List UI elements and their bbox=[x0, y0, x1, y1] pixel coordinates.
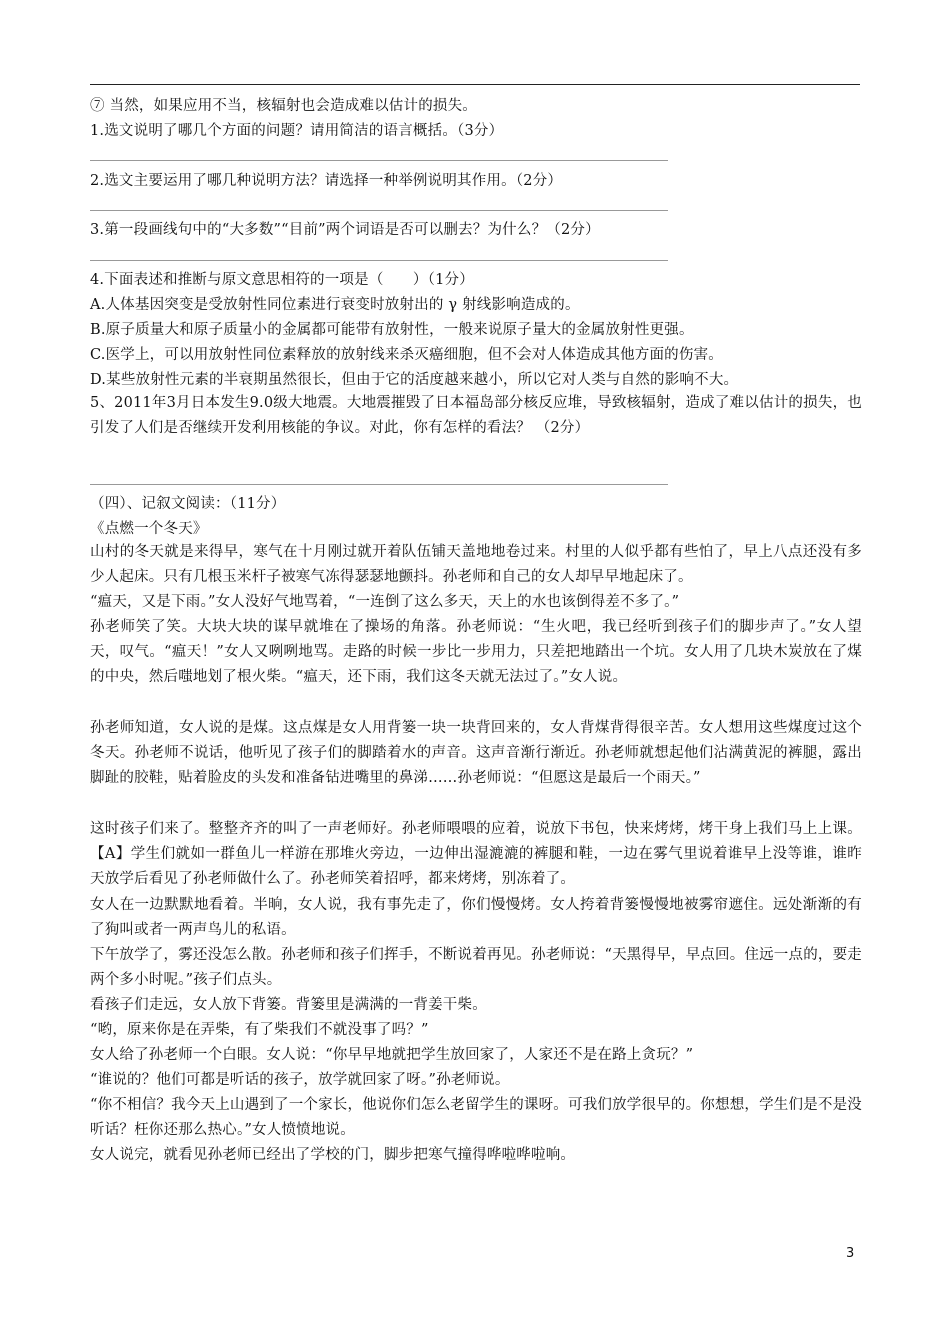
answer-line-2 bbox=[90, 210, 668, 211]
answer-line-3 bbox=[90, 260, 668, 261]
answer-line-5 bbox=[90, 484, 668, 485]
story-paragraph-12: “你不相信？我今天上山遇到了一个家长，他说你们怎么老留学生的课呀。可我们放学很早的。你想想，学生们是不是没听话？枉你还那么热心。”女人愤愤地说。 bbox=[90, 1097, 863, 1139]
story-paragraph-4: 孙老师知道，女人说的是煤。这点煤是女人用背篓一块一块背回来的，女人背煤背得很辛苦。女人想用这些煤度过这个冬天。孙老师不说话，他听见了孩子们的脚踏着水的声音。这声音渐行渐近。孙老师就想起他们沾满黄泥的裤腿，露出脚趾的胶鞋，贴着脸皮的头发和准备钻进嘴里的鼻涕……孙老师说：“但愿这是最后一个雨天。” bbox=[90, 720, 862, 787]
answer-line-1 bbox=[90, 160, 668, 161]
question-2: 2.选文主要运用了哪几种说明方法？请选择一种举例说明其作用。（2分） bbox=[90, 173, 563, 189]
option-c: C.医学上，可以用放射性同位素释放的放射线来杀灭癌细胞，但不会对人体造成其他方面的伤害。 bbox=[90, 347, 723, 363]
story-paragraph-9: “哟，原来你是在弄柴，有了柴我们不就没事了吗？” bbox=[90, 1022, 429, 1038]
story-paragraph-6: 女人在一边默默地看着。半晌，女人说，我有事先走了，你们慢慢烤。女人挎着背篓慢慢地被雾帘遮住。远处渐渐的有了狗叫或者一两声鸟儿的私语。 bbox=[90, 897, 862, 939]
question-1: 1.选文说明了哪几个方面的问题？请用简洁的语言概括。（3分） bbox=[90, 123, 504, 139]
story-paragraph-11: “谁说的？他们可都是听话的孩子，放学就回家了呀。”孙老师说。 bbox=[90, 1072, 510, 1088]
story-paragraph-2: “瘟天，又是下雨。”女人没好气地骂着，“一连倒了这么多天，天上的水也该倒得差不多了。” bbox=[90, 594, 680, 610]
question-3: 3.第一段画线句中的“大多数”“目前”两个词语是否可以删去？为什么？（2分） bbox=[90, 222, 600, 238]
section-4-heading: （四）、记叙文阅读：（11分） bbox=[90, 496, 286, 512]
option-a: A.人体基因突变是受放射性同位素进行衰变时放射出的 γ 射线影响造成的。 bbox=[90, 297, 580, 313]
paragraph-7: ⑦ 当然，如果应用不当，核辐射也会造成难以估计的损失。 bbox=[90, 98, 478, 114]
question-4: 4.下面表述和推断与原文意思相符的一项是（ ）（1分） bbox=[90, 272, 474, 288]
story-paragraph-1: 山村的冬天就是来得早，寒气在十月刚过就开着队伍铺天盖地地卷过来。村里的人似乎都有些怕了，早上八点还没有多少人起床。只有几根玉米杆子被寒气冻得瑟瑟地颤抖。孙老师和自己的女人却早早地起床了。 bbox=[90, 544, 862, 586]
story-paragraph-7: 下午放学了，雾还没怎么散。孙老师和孩子们挥手，不断说着再见。孙老师说：“天黑得早，早点回。住远一点的，要走两个多小时呢。”孩子们点头。 bbox=[90, 947, 863, 989]
story-paragraph-3: 孙老师笑了笑。大块大块的谋早就堆在了操场的角落。孙老师说：“生火吧，我已经听到孩子们的脚步声了。”女人望天，叹气。“瘟天！”女人又咧咧地骂。走路的时候一步比一步用力，只差把地踏出一个坑。女人用了几块木炭放在了煤的中央，然后嗤地划了根火柴。“瘟天，还下雨，我们这冬天就无法过了。”女人说。 bbox=[90, 619, 862, 686]
story-paragraph-13: 女人说完，就看见孙老师已经出了学校的门，脚步把寒气撞得哗啦哗啦响。 bbox=[90, 1147, 576, 1163]
story-paragraph-5: 这时孩子们来了。整整齐齐的叫了一声老师好。孙老师喂喂的应着，说放下书包，快来烤烤，烤干身上我们马上上课。【A】学生们就如一群鱼儿一样游在那堆火旁边，一边伸出湿漉漉的裤腿和鞋，一边在雾气里说着谁早上没等谁，谁昨天放学后看见了孙老师做什么了。孙老师笑着招呼，都来烤烤，别冻着了。 bbox=[90, 821, 862, 888]
story-title: 《点燃一个冬天》 bbox=[90, 521, 208, 537]
story-paragraph-8: 看孩子们走远，女人放下背篓。背篓里是满满的一背姜干柴。 bbox=[90, 997, 487, 1013]
story-paragraph-10: 女人给了孙老师一个白眼。女人说：“你早早地就把学生放回家了，人家还不是在路上贪玩？” bbox=[90, 1047, 694, 1063]
header-rule bbox=[90, 84, 860, 85]
option-d: D.某些放射性元素的半衰期虽然很长，但由于它的活度越来越小，所以它对人类与自然的影响不大。 bbox=[90, 372, 739, 388]
option-b: B.原子质量大和原子质量小的金属都可能带有放射性，一般来说原子量大的金属放射性更强。 bbox=[90, 322, 694, 338]
question-5: 5、2011年3月日本发生9.0级大地震。大地震摧毁了日本福岛部分核反应堆，导致核辐射，造成了难以估计的损失，也引发了人们是否继续开发利用核能的争议。对此，你有怎样的看法？ （2分） bbox=[90, 395, 862, 437]
page-number: 3 bbox=[846, 1246, 855, 1261]
